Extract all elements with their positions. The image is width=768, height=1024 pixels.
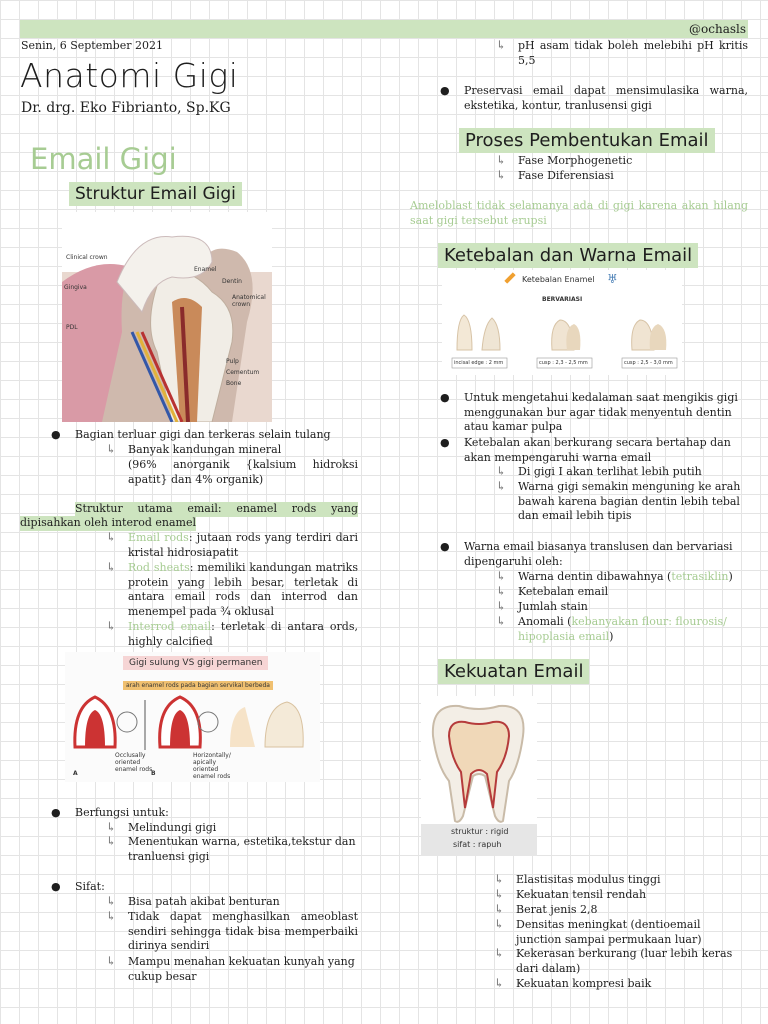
header-bar: [20, 20, 748, 38]
kekuatan-item-text: Berat jenis 2,8: [516, 903, 598, 916]
curved-arrow-icon: ↳: [494, 917, 505, 931]
curved-arrow-icon: ↳: [106, 442, 117, 456]
section-title: Email Gigi: [30, 142, 177, 176]
curved-arrow-icon: ↳: [494, 872, 505, 886]
sub-item-continued: (96% anorganik {kalsium hidroksi apatit} dan 4% organik): [128, 458, 358, 486]
curved-arrow-icon: ↳: [106, 530, 117, 544]
tooth-anatomy-illustration: [62, 212, 272, 422]
sifat-item: [106, 909, 358, 954]
curved-arrow-icon: ↳: [106, 909, 117, 923]
tooth-structure-figure: [421, 696, 537, 856]
curved-arrow-icon: ↳: [106, 820, 117, 834]
warna-sub-text: Jumlah stain: [518, 600, 588, 613]
kekuatan-item: [494, 902, 748, 918]
proses-item: [496, 168, 614, 184]
caption-struktur: struktur : rigid: [451, 827, 509, 836]
label-pulp: Pulp: [226, 358, 239, 365]
sub-item-text: Banyak kandungan mineral: [128, 443, 282, 456]
ph-item-text: pH asam tidak boleh melebihi pH kritis 5,5: [518, 39, 748, 67]
caption-cusp-1: cusp : 2,3 - 2,5 mm: [539, 360, 588, 366]
label-cementum: Cementum: [226, 369, 260, 376]
warna-sub-close: ): [728, 570, 733, 583]
tooth-anatomy-figure: [62, 212, 272, 422]
lecturer-name: Dr. drg. Eko Fibrianto, Sp.KG: [21, 100, 231, 116]
term-interrod: Interrod email: [128, 620, 212, 633]
warna-sub-text: Anomali (: [518, 615, 572, 628]
warna-sub: [496, 599, 750, 615]
label-gingiva: Gingiva: [64, 284, 87, 291]
term-rod-sheats: Rod sheats: [128, 561, 190, 574]
bullet-sifat: [51, 880, 355, 895]
proses-item: [496, 153, 633, 169]
sifat-item: [106, 894, 358, 910]
sifat-item-text: Mampu menahan kekuatan kunyah yang cukup besar: [128, 955, 355, 983]
bullet-text: Berfungsi untuk:: [75, 806, 169, 819]
heading-struktur: Struktur Email Gigi: [69, 182, 242, 206]
mark-a: A: [73, 770, 78, 777]
bullet-dot-icon: ●: [440, 391, 450, 404]
curved-arrow-icon: ↳: [496, 38, 507, 52]
warna-sub-text: Ketebalan email: [518, 585, 609, 598]
label-anatomical-crown: Anatomical crown: [232, 294, 266, 308]
struktur-line-1: Struktur utama email: enamel rods yang: [75, 502, 358, 515]
curved-arrow-icon: ↳: [106, 834, 117, 848]
sub-item-interrod: [106, 619, 358, 649]
kekuatan-item: [494, 887, 748, 903]
bullet-dot-icon: ●: [51, 880, 61, 893]
curved-arrow-icon: ↳: [106, 560, 117, 574]
figure-title: Ketebalan Enamel: [522, 275, 595, 284]
caption-sifat: sifat : rapuh: [453, 840, 502, 849]
kekuatan-item: [494, 976, 748, 992]
tooth-icon: ♅: [607, 272, 618, 286]
caption-incisal: incisal edge : 2 mm: [454, 360, 504, 366]
term-email-rods: Email rods: [128, 531, 189, 544]
curved-arrow-icon: ↳: [496, 153, 507, 167]
curved-arrow-icon: ↳: [494, 887, 505, 901]
bullet-dot-icon: ●: [440, 436, 450, 449]
ph-item: [496, 38, 748, 68]
date: Senin, 6 September 2021: [21, 39, 163, 52]
bullet-dot-icon: ●: [51, 806, 61, 819]
tooth-cross-section: [421, 696, 537, 826]
curved-arrow-icon: ↳: [496, 584, 507, 598]
label-horizontal-rods: Horizontally/ apically oriented enamel rods: [193, 752, 231, 780]
label-bone: Bone: [226, 380, 242, 387]
kekuatan-item: [494, 946, 748, 976]
bullet-fungsi: [51, 806, 355, 821]
kekuatan-item: [494, 917, 748, 947]
bullet-bagian-terluar: [51, 428, 360, 443]
page-title: Anatomi Gigi: [20, 56, 239, 95]
ketebalan-sub-text: Warna gigi semakin menguning ke arah bawah karena bagian dentin lebih tebal dan email lebih tipis: [518, 480, 741, 522]
bullet-text: Preservasi email dapat mensimulasika warna, ekstetika, kontur, tranlusensi gigi: [464, 84, 748, 112]
ameloblast-note: Ameloblast tidak selamanya ada di gigi karena akan hilang saat gigi tersebut erupsi: [410, 199, 748, 227]
curved-arrow-icon: ↳: [496, 599, 507, 613]
heading-kekuatan: Kekuatan Email: [438, 659, 589, 684]
enamel-rods-figure: [65, 652, 320, 782]
curved-arrow-icon: ↳: [106, 954, 117, 968]
kekuatan-item-text: Kekerasan berkurang (luar lebih keras dari dalam): [516, 947, 733, 975]
kekuatan-item-text: Elastisitas modulus tinggi: [516, 873, 661, 886]
warna-sub: [496, 584, 750, 600]
sifat-item-text: Bisa patah akibat benturan: [128, 895, 280, 908]
ketebalan-sub-text: Di gigi I akan terlihat lebih putih: [518, 465, 702, 478]
warna-sub-close: ): [609, 629, 614, 643]
label-pdl: PDL: [66, 324, 78, 331]
bullet-text: Untuk mengetahui kedalaman saat mengikis gigi menggunakan bur agar tidak menyentuh dentin atau kamar pulpa: [464, 391, 738, 433]
label-occlusal-rods: Occlusally oriented enamel rods: [115, 752, 153, 773]
bullet-kedalaman: [440, 391, 748, 435]
sub-item-rod-sheats: [106, 560, 358, 619]
sub-item: [106, 442, 358, 458]
ketebalan-sub: [496, 464, 748, 480]
warna-sub-text: Warna dentin dibawahnya (: [518, 570, 672, 583]
term-rod-sheats-desc: : memiliki kandungan matriks protein yang lebih besar, terletak di antara email rods dan interrod dan menempel pada ¾ oklusal: [128, 561, 358, 618]
kekuatan-item-text: Kekuatan kompresi baik: [516, 977, 652, 990]
label-dentin: Dentin: [222, 278, 242, 285]
warna-sub: [496, 614, 750, 644]
bullet-text: Warna email biasanya translusen dan bervariasi dipengaruhi oleh:: [464, 540, 733, 568]
curved-arrow-icon: ↳: [494, 946, 505, 960]
curved-arrow-icon: ↳: [496, 479, 507, 493]
curved-arrow-icon: ↳: [106, 619, 117, 633]
curved-arrow-icon: ↳: [494, 902, 505, 916]
bullet-text: Sifat:: [75, 880, 105, 893]
author-handle: @ochasls: [689, 22, 746, 36]
heading-proses: Proses Pembentukan Email: [459, 128, 715, 153]
fungsi-item: [106, 834, 358, 864]
curved-arrow-icon: ↳: [496, 168, 507, 182]
label-clinical-crown: Clinical crown: [66, 254, 108, 261]
curved-arrow-icon: ↳: [496, 569, 507, 583]
variasi-label: BERVARIASI: [542, 296, 583, 303]
sifat-item-text: Tidak dapat menghasilkan ameoblast sendiri sehingga tidak bisa memperbaiki dirinya sendiri: [128, 910, 358, 952]
label-enamel: Enamel: [194, 266, 217, 273]
fungsi-item-text: Melindungi gigi: [128, 821, 217, 834]
bullet-dot-icon: ●: [440, 84, 450, 97]
proses-item-text: Fase Diferensiasi: [518, 169, 614, 182]
bullet-text: Ketebalan akan berkurang secara bertahap dan akan mempengaruhi warna email: [464, 436, 731, 464]
term-email-rods-desc: : jutaan rods yang terdiri dari kristal hidrosiapatit: [128, 531, 359, 559]
warna-sub: [496, 569, 750, 585]
enamel-thickness-figure: [442, 270, 682, 375]
bullet-dot-icon: ●: [51, 428, 61, 441]
ketebalan-sub: [496, 479, 750, 524]
mark-b: B: [151, 770, 156, 777]
curved-arrow-icon: ↳: [494, 976, 505, 990]
figure-subtitle: arah enamel rods pada bagian servikal berbeda: [123, 681, 273, 690]
bullet-preservasi: [440, 84, 748, 113]
warna-sub-green: tetrasiklin: [671, 570, 729, 583]
bullet-ketebalan: [440, 436, 748, 465]
curved-arrow-icon: ↳: [496, 464, 507, 478]
fungsi-item-text: Menentukan warna, estetika,tekstur dan tranluensi gigi: [128, 835, 356, 863]
term-interrod-desc: : terletak di antara ords, highly calcified: [128, 620, 358, 648]
curved-arrow-icon: ↳: [496, 614, 507, 628]
kekuatan-item-text: Kekuatan tensil rendah: [516, 888, 647, 901]
figure-title: Gigi sulung VS gigi permanen: [123, 656, 268, 670]
bullet-text: Bagian terluar gigi dan terkeras selain tulang: [75, 428, 331, 441]
kekuatan-item: [494, 872, 748, 888]
bullet-dot-icon: ●: [440, 540, 450, 553]
kekuatan-item-text: Densitas meningkat (dentioemail junction sampai permukaan luar): [516, 918, 702, 946]
sifat-item: [106, 954, 358, 984]
bullet-warna: [440, 540, 748, 569]
warna-sub-green: kebanyakan flour: flourosis/ hipoplasia email: [518, 615, 727, 643]
heading-ketebalan: Ketebalan dan Warna Email: [438, 243, 698, 268]
sub-item-email-rods: [106, 530, 359, 560]
fungsi-item: [106, 820, 358, 836]
struktur-line-2: dipisahkan oleh interod enamel: [20, 516, 197, 529]
curved-arrow-icon: ↳: [106, 894, 117, 908]
caption-cusp-2: cusp : 2,5 - 3,0 mm: [624, 360, 673, 366]
proses-item-text: Fase Morphogenetic: [518, 154, 633, 167]
